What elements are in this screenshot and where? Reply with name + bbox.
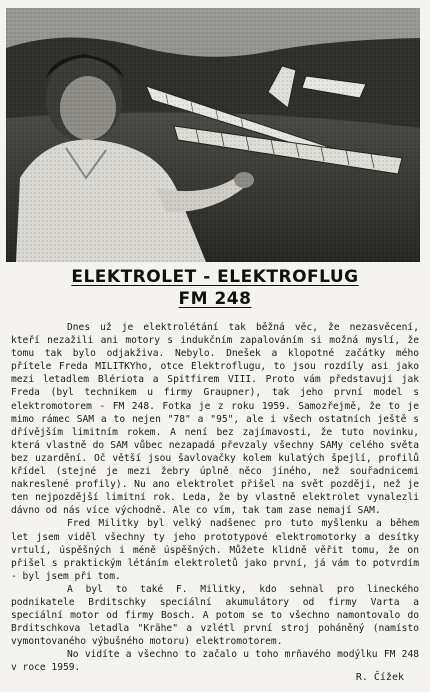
paragraph: No vidíte a všechno to začalo u toho mrňavého modýlku FM 248 v roce 1959. — [11, 649, 419, 674]
article-subtitle: FM 248 — [178, 289, 252, 309]
article-body — [11, 321, 419, 675]
author-signature: R. Čížek — [355, 672, 404, 683]
article-title: ELEKTROLET - ELEKTROFLUG — [71, 267, 359, 287]
article-photo — [6, 8, 420, 262]
photo-man-with-model-plane — [6, 8, 420, 262]
paragraph: Fred Militky byl velký nadšenec pro tuto myšlenku a během let jsem viděl všechny ty jeho prototypové elektromotorky a desítky vrtulí, úspěšných i méně úspěšných. Můžete klidně věřit tomu, že on přišel s praktickým létáním elektroletů jako první, já vám to potvrdím - byl jsem při tom. — [11, 518, 419, 582]
paragraph: Dnes už je elektrolétání tak běžná věc, že nezasvěcení, kteří nezažili ani motory s indukčním zapalováním si možná myslí, že tomu tak bylo odjakživa. Nebylo. Dnešek a klopotné začátky mého přítele Freda MILITKYho, otce Elektroflugu, to jsou rozdíly asi jako mezi letadlem Blériota a Spitfirem VIII. Proto vám představuji jak Freda (byl technikem u firmy Graupner), tak jeho první model s elektromotorem - FM 248. Fotka je z roku 1959. Samozřejmě, že to je mimo rámec SAM a to nejen "78" a "95", ale i všech ostatních ještě s dřívějším limitním rokem. A není bez zajímavosti, že tuto novinku, která vlastně do SAM vůbec nezapadá převzaly všechny SAMy celého světa bez uzardění. Oč větší jsou šavlovačky kolem kulatých špejlí, profilů křídel (stejné je mezi žebry úplně něco jiného, než souřadnicemi nakreslené profily). Nu ano elektrolet přišel na svět později, než je ten nejpozdější limitní rok. Leda, že by vlastně elektrolet vynalezli dávno od nás více východně. Ale co vím, tak tam zase nemají SAM. — [11, 322, 419, 517]
paragraph: A byl to také F. Militky, kdo sehnal pro lineckého podnikatele Brditschky speciální akumulátory od firmy Varta a speciální motor od firmy Bosch. A potom se to všechno namontovalo do Brditschkova letadla "Krähe" a vzlétl první stroj poháněný (namísto vymontovaného výbušného motoru) elektromotorem. — [11, 583, 419, 648]
